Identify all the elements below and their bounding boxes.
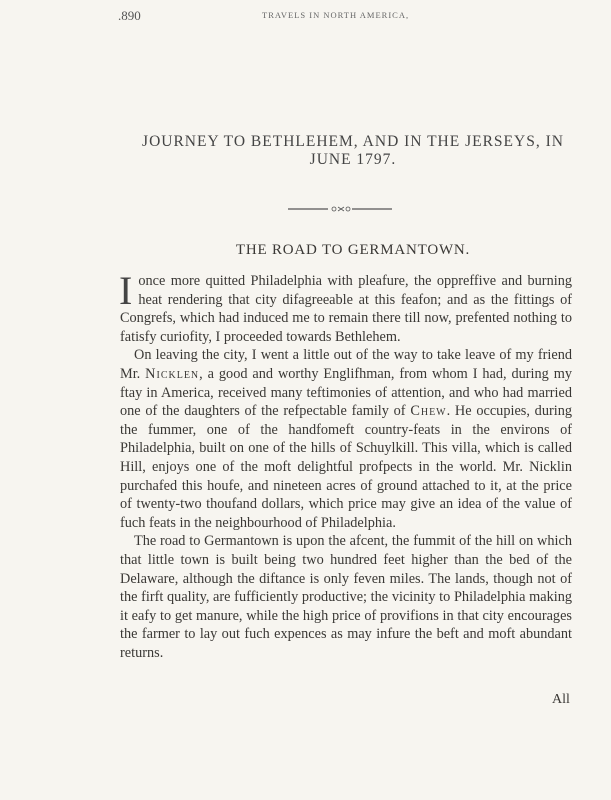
- chapter-title-line2: JUNE 1797.: [309, 151, 397, 168]
- name-nicklen: Nicklen: [145, 365, 200, 382]
- running-title: TRAVELS IN NORTH AMERICA,: [262, 10, 410, 20]
- paragraph-2: [120, 346, 572, 532]
- paragraph-3-text: The road to Germantown is upon the afcent, the fummit of the hill on which that little town is built being two hundred feet higher than the bed of the Delaware, although the diftance is only feven miles. The lands, though not of the firft quality, are fufficiently productive; the vicinity to Philadelphia making it eafy to get manure, while the high price of provifions in that city encourages the farmer to lay out fuch expences as may infure the beft and moft abundant returns.: [120, 533, 572, 661]
- chapter-title-line1: JOURNEY TO BETHLEHEM, AND IN THE JERSEYS, IN: [142, 133, 564, 150]
- drop-cap: I: [119, 268, 133, 313]
- section-title: THE ROAD TO GERMANTOWN.: [235, 242, 471, 258]
- paragraph-2-text-c: . He occupies, during the fummer, one of the handfomeft country-feats in the environs of Philadelphia, built on one of the hills of Schuylkill. This villa, which is called Hill, enjoys one of the moft delightful profpects in the world. Mr. Nicklin purchafed this houfe, and nineteen acres of ground attached to it, at the price of twenty-two thoufand dollars, which price may give an idea of the value of fuch feats in the neighbourhood of Philadelphia.: [120, 403, 572, 531]
- catchword: All: [552, 692, 570, 707]
- running-head: [118, 8, 558, 22]
- paragraph-2-text-a: On leaving the city, I went a little out of the way to take leave of my friend Mr.: [120, 347, 572, 382]
- name-chew: Chew: [410, 403, 447, 420]
- paragraph-1: [119, 268, 572, 346]
- paragraph-2-text-b: , a good and worthy Englifhman, from whom I had, during my ftay in America, received many teftimonies of attention, and who had married one of the daughters of the refpectable family of: [120, 365, 572, 420]
- chapter-title: [118, 133, 588, 169]
- paragraph-1-text: once more quitted Philadelphia with pleafure, the oppreffive and burning heat rendering that city difagreeable at this feafon; and as the fittings of Congrefs, which had induced me to remain there till now, prefented nothing to fatisfy curiofity, I proceeded towards Bethlehem.: [120, 273, 572, 345]
- ornament-divider-icon: [288, 206, 392, 212]
- paragraph-3: [120, 532, 572, 662]
- body-text: [119, 268, 572, 662]
- page-number: .890: [118, 8, 141, 23]
